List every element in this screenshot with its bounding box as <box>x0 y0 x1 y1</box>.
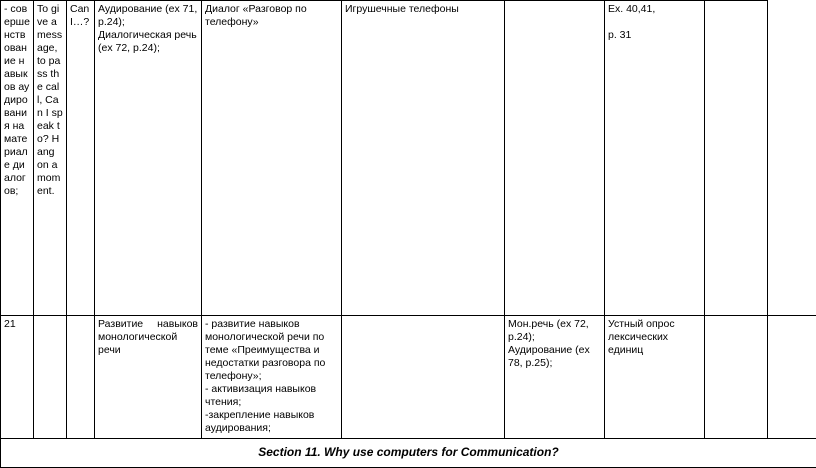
phrases-cell: To give a message, to pass the call, Can I speak to? Hang on a moment. <box>34 1 67 316</box>
section-title: Section 11. Why use computers for Communication? <box>258 445 559 459</box>
empty-cell <box>768 1 816 316</box>
empty-cell <box>768 316 816 439</box>
goal-item: - развитие навыков монологической речи по теме «Преимущества и недостатки разговора по телефону»; <box>205 318 338 383</box>
materials-cell: Игрушечные телефоны <box>342 1 505 316</box>
section-header-cell <box>1 439 816 468</box>
control-cell: Устный опрос лексических единиц <box>605 316 705 439</box>
empty-cell <box>705 1 768 316</box>
topic-cell: Развитие навыков монологической речи <box>95 316 202 439</box>
objective-cell: - совершенствование навыков аудирования на материале диалогов; <box>1 1 34 316</box>
lesson-number-cell: 21 <box>1 316 34 439</box>
grammar-cell: Can I…? <box>67 1 95 316</box>
homework-exercises: Ex. 40,41, <box>608 3 655 15</box>
empty-cell <box>67 316 95 439</box>
table-row <box>1 1 816 316</box>
goals-cell <box>202 316 342 439</box>
table-row <box>1 316 816 439</box>
homework-cell <box>605 1 705 316</box>
empty-cell <box>705 316 768 439</box>
empty-cell <box>505 1 605 316</box>
goal-item: - активизация навыков чтения; <box>205 383 338 409</box>
goal-item: -закрепление навыков аудирования; <box>205 409 338 435</box>
table-row <box>1 439 816 468</box>
empty-cell <box>342 316 505 439</box>
homework-page: p. 31 <box>608 29 631 41</box>
exercises-cell: Мон.речь (ex 72, p.24); Аудирование (ex 78, p.25); <box>505 316 605 439</box>
activities-cell: Аудирование (ex 71, p.24); Диалогическая речь (ex 72, p.24); <box>95 1 202 316</box>
dialogue-cell: Диалог «Разговор по телефону» <box>202 1 342 316</box>
empty-cell <box>34 316 67 439</box>
